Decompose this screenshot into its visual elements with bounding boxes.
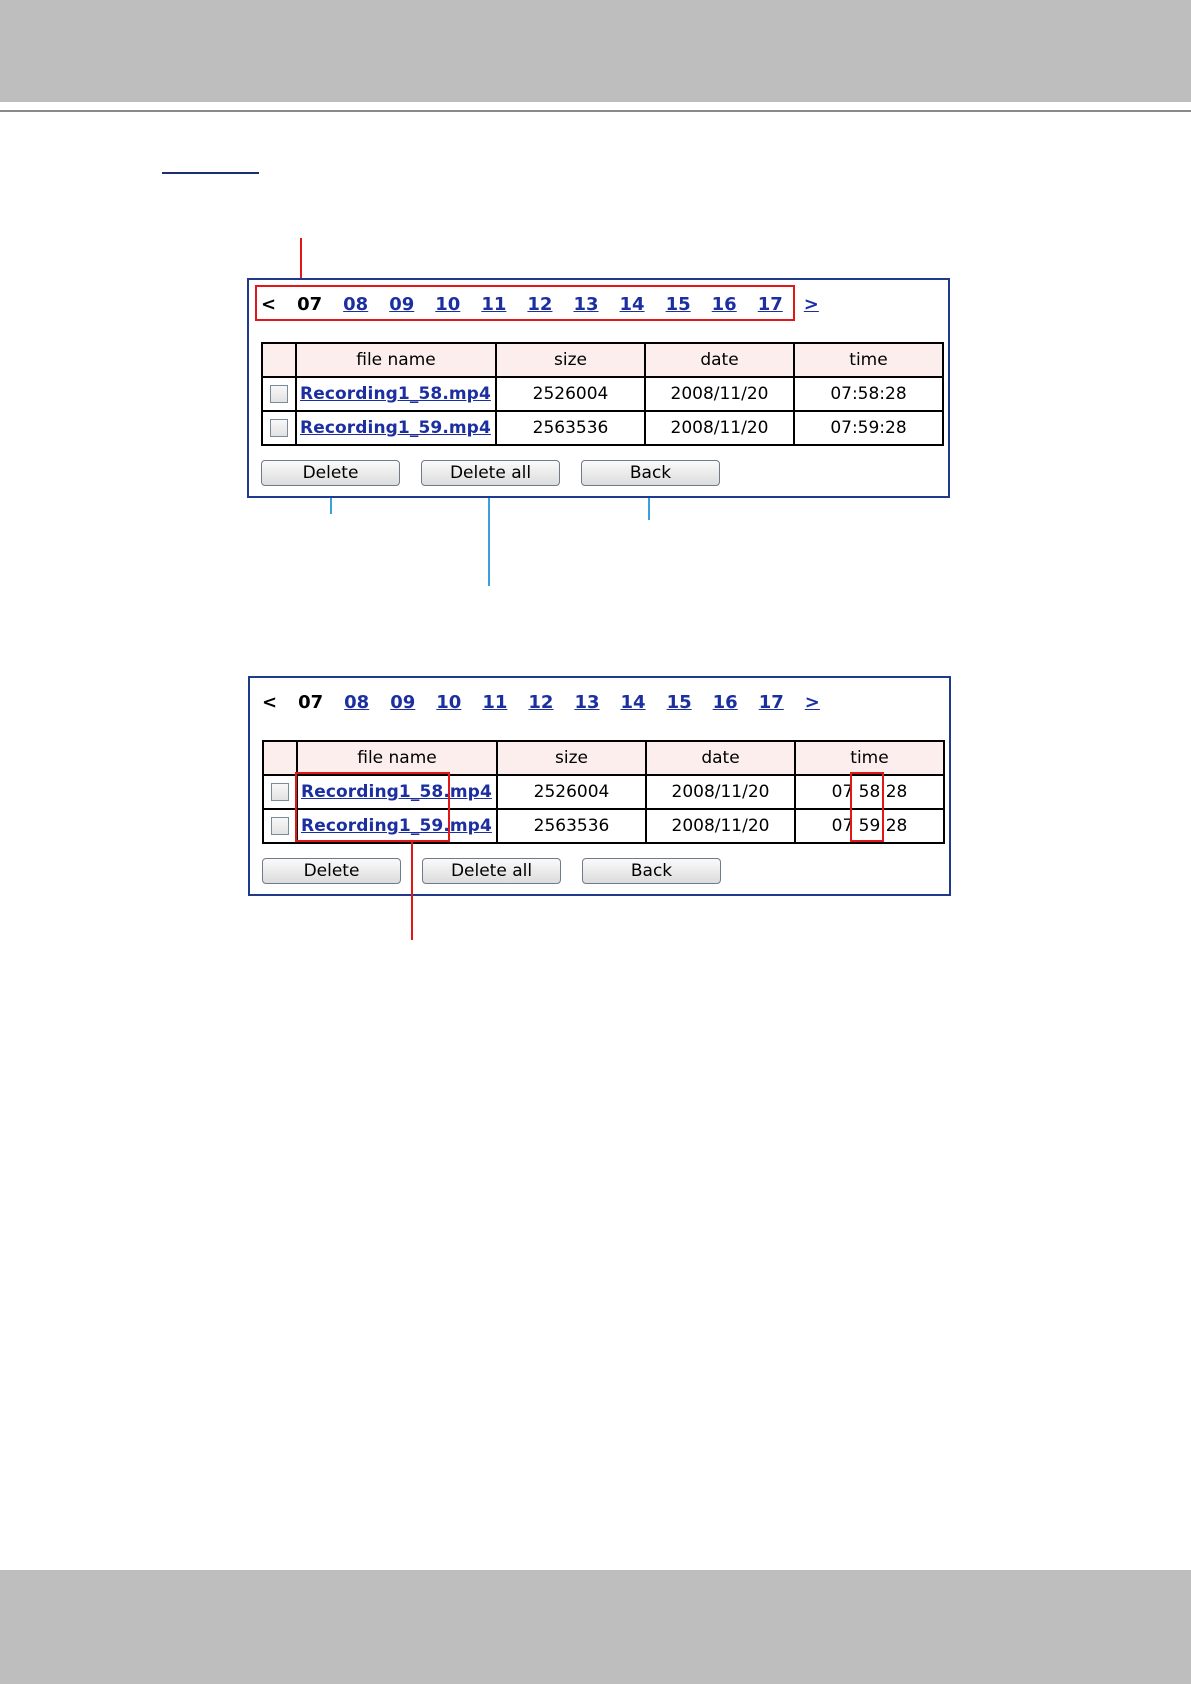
page-navigation: [261, 292, 840, 316]
page-header-band: [0, 0, 1191, 102]
date-cell: 2008/11/20: [646, 809, 795, 843]
time-hour: 07: [831, 782, 854, 802]
section-underline: [162, 172, 259, 174]
size-cell: 2563536: [497, 809, 646, 843]
file-name-cell: [296, 411, 496, 445]
date-cell: 2008/11/20: [646, 775, 795, 809]
delete-button[interactable]: Delete: [262, 858, 401, 884]
page-navigation: [262, 690, 841, 714]
prev-page-link[interactable]: <: [262, 691, 278, 713]
file-link[interactable]: Recording1_59.mp4: [301, 816, 492, 836]
select-column-header: [262, 343, 296, 377]
header-divider: [0, 110, 1191, 112]
size-cell: 2526004: [496, 377, 645, 411]
delete-all-button[interactable]: Delete all: [422, 858, 561, 884]
time-header: time: [794, 343, 943, 377]
page-link-11[interactable]: 11: [481, 293, 507, 315]
page-link-08[interactable]: 08: [343, 293, 369, 315]
row-select-cell: [262, 411, 296, 445]
page-link-09[interactable]: 09: [390, 691, 416, 713]
page-link-10[interactable]: 10: [436, 691, 462, 713]
file-name-header: file name: [297, 741, 497, 775]
file-link[interactable]: Recording1_58.mp4: [300, 384, 491, 404]
back-button[interactable]: Back: [582, 858, 721, 884]
file-table: [261, 342, 944, 446]
delete-all-button[interactable]: Delete all: [421, 460, 560, 486]
time-second: 28: [885, 816, 908, 836]
page-link-15[interactable]: 15: [665, 293, 691, 315]
time-minute: 58: [858, 782, 881, 802]
page-link-10[interactable]: 10: [435, 293, 461, 315]
time-hour: 07: [831, 816, 854, 836]
time-cell: 07:59:28: [794, 411, 943, 445]
filename-highlight-box: [295, 772, 450, 842]
page-link-16[interactable]: 16: [711, 293, 737, 315]
page-link-13[interactable]: 13: [574, 691, 600, 713]
minute-highlight-box: [850, 772, 884, 842]
page-footer-band: [0, 1570, 1191, 1684]
recording-list-panel-1: [247, 278, 950, 498]
date-cell: 2008/11/20: [645, 411, 794, 445]
size-cell: 2526004: [497, 775, 646, 809]
time-second: 28: [885, 782, 908, 802]
current-page: 07: [298, 691, 324, 713]
table-header-row: [263, 741, 944, 775]
row-checkbox[interactable]: [270, 385, 288, 403]
row-checkbox[interactable]: [270, 419, 288, 437]
page-link-17[interactable]: 17: [758, 691, 784, 713]
page-link-11[interactable]: 11: [482, 691, 508, 713]
page-link-13[interactable]: 13: [573, 293, 599, 315]
page-link-14[interactable]: 14: [619, 293, 645, 315]
delete-button[interactable]: Delete: [261, 460, 400, 486]
prev-page-link[interactable]: <: [261, 293, 277, 315]
recording-list-panel-2: [248, 676, 951, 896]
current-page: 07: [297, 293, 323, 315]
time-minute: 59: [858, 816, 881, 836]
filename-callout-line: [411, 840, 413, 940]
page-link-16[interactable]: 16: [712, 691, 738, 713]
select-column-header: [263, 741, 297, 775]
file-name-cell: [296, 377, 496, 411]
table-row: [262, 377, 943, 411]
table-row: [262, 411, 943, 445]
row-checkbox[interactable]: [271, 783, 289, 801]
row-checkbox[interactable]: [271, 817, 289, 835]
page-link-08[interactable]: 08: [344, 691, 370, 713]
file-link[interactable]: Recording1_58.mp4: [301, 782, 492, 802]
size-cell: 2563536: [496, 411, 645, 445]
date-header: date: [646, 741, 795, 775]
delete-all-callout-line: [488, 486, 490, 586]
time-cell: 07:58:28: [794, 377, 943, 411]
next-page-link[interactable]: >: [803, 293, 819, 315]
page-link-12[interactable]: 12: [528, 691, 554, 713]
page-link-09[interactable]: 09: [389, 293, 415, 315]
row-select-cell: [263, 775, 297, 809]
page-link-17[interactable]: 17: [757, 293, 783, 315]
next-page-link[interactable]: >: [804, 691, 820, 713]
page-link-12[interactable]: 12: [527, 293, 553, 315]
table-header-row: [262, 343, 943, 377]
date-cell: 2008/11/20: [645, 377, 794, 411]
row-select-cell: [263, 809, 297, 843]
date-header: date: [645, 343, 794, 377]
size-header: size: [497, 741, 646, 775]
page-link-15[interactable]: 15: [666, 691, 692, 713]
time-header: time: [795, 741, 944, 775]
page-link-14[interactable]: 14: [620, 691, 646, 713]
size-header: size: [496, 343, 645, 377]
file-link[interactable]: Recording1_59.mp4: [300, 418, 491, 438]
row-select-cell: [262, 377, 296, 411]
file-name-header: file name: [296, 343, 496, 377]
back-button[interactable]: Back: [581, 460, 720, 486]
